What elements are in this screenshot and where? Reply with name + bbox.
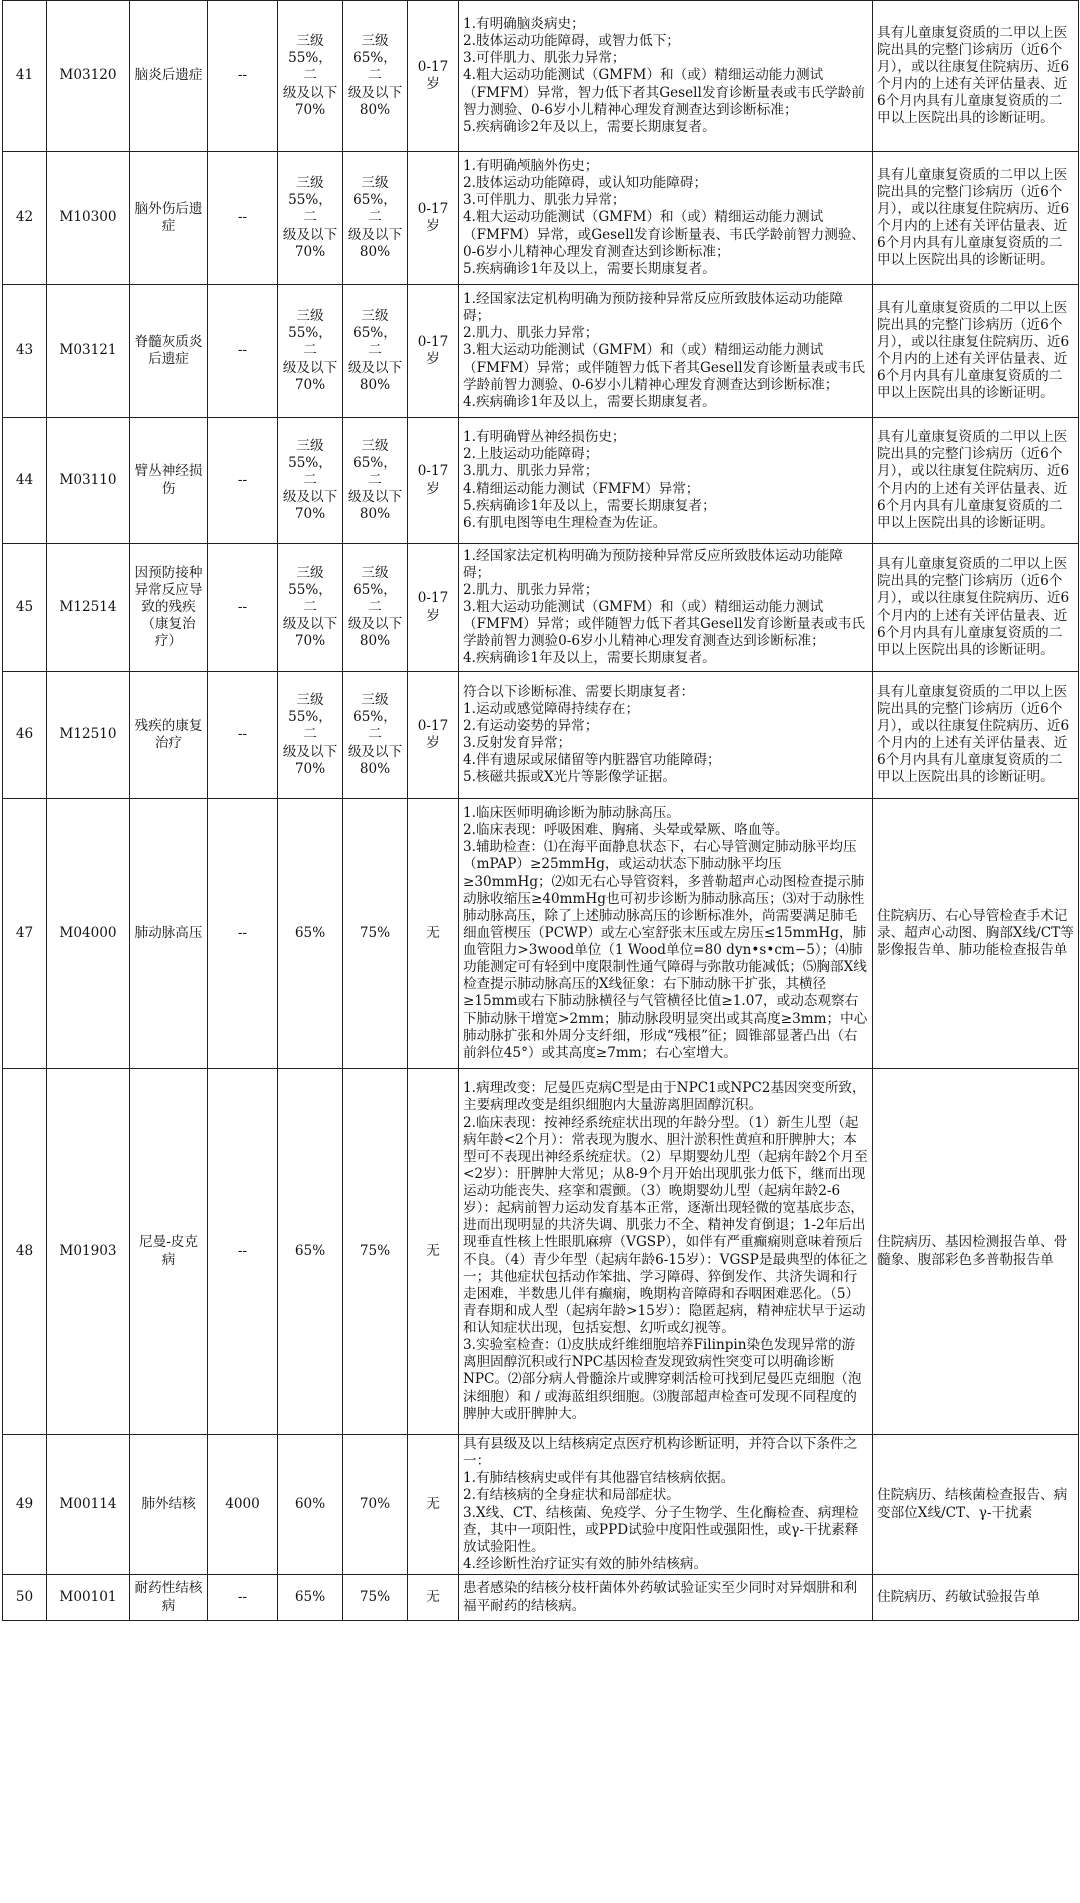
age-limit-cell: 无	[408, 799, 459, 1069]
required-materials-cell: 住院病历、药敏试验报告单	[873, 1575, 1079, 1621]
disease-name-cell: 尼曼-皮克病	[130, 1069, 208, 1435]
table-row	[3, 1575, 1079, 1621]
required-materials-cell: 具有儿童康复资质的二甲以上医院出具的完整门诊病历（近6个月），或以往康复住院病历、近6个月内的上述有关评估量表、近6个月内具有儿童康复资质的二甲以上医院出具的诊断证明。	[873, 285, 1079, 418]
reimbursement-ratio-alt-cell: 三级 65%，二 级及以下 80%	[343, 285, 408, 418]
reimbursement-ratio-cell: 三级 55%，二 级及以下 70%	[278, 672, 343, 799]
required-materials-cell: 具有儿童康复资质的二甲以上医院出具的完整门诊病历（近6个月），或以往康复住院病历、近6个月内的上述有关评估量表、近6个月内具有儿童康复资质的二甲以上医院出具的诊断证明。	[873, 672, 1079, 799]
row-number-cell: 43	[3, 285, 47, 418]
row-number-cell: 45	[3, 544, 47, 672]
row-number-cell: 46	[3, 672, 47, 799]
reimbursement-ratio-alt-cell: 三级 65%，二 级及以下 80%	[343, 418, 408, 544]
disease-name-cell: 耐药性结核病	[130, 1575, 208, 1621]
row-number-cell: 50	[3, 1575, 47, 1621]
age-limit-cell: 0-17岁	[408, 152, 459, 285]
disease-name-cell: 肺动脉高压	[130, 799, 208, 1069]
table-row	[3, 1, 1079, 152]
reimbursement-ratio-alt-cell: 三级 65%，二 级及以下 80%	[343, 1, 408, 152]
payment-limit-cell: --	[208, 1069, 278, 1435]
required-materials-cell: 具有儿童康复资质的二甲以上医院出具的完整门诊病历（近6个月），或以往康复住院病历、近6个月内的上述有关评估量表、近6个月内具有儿童康复资质的二甲以上医院出具的诊断证明。	[873, 152, 1079, 285]
diagnosis-criteria-cell: 1.临床医师明确诊断为肺动脉高压。 2.临床表现：呼吸困难、胸痛、头晕或晕厥、咯血等。 3.辅助检查：⑴在海平面静息状态下，右心导管测定肺动脉平均压（mPAP）≥25mmHg，或运动状态下肺动脉平均压≥30mmHg；⑵如无右心导管资料，多普勒超声心动图检查提示肺动脉收缩压≥40mmHg也可初步诊断为肺动脉高压；⑶对于动脉性肺动脉高压，除了上述肺动脉高压的诊断标准外，尚需要满足肺毛细血管楔压（PCWP）或左心室舒张末压或左房压≤15mmHg，肺血管阻力>3wood单位（1 Wood单位=80 dyn•s•cm−5）；⑷肺功能测定可有轻到中度限制性通气障碍与弥散功能减低；⑸胸部X线检查提示肺动脉高压的X线征象：右下肺动脉干扩张，其横径≥15mm或右下肺动脉横径与气管横径比值≥1.07，或动态观察右下肺动脉干增宽>2mm；肺动脉段明显突出或其高度≥3mm；中心肺动脉扩张和外周分支纤细，形成“残根”征；圆锥部显著凸出（右前斜位45°）或其高度≥7mm；右心室增大。	[459, 799, 873, 1069]
reimbursement-ratio-cell: 三级 55%，二 级及以下 70%	[278, 418, 343, 544]
table-body	[3, 1, 1079, 1621]
row-number-cell: 42	[3, 152, 47, 285]
required-materials-cell: 住院病历、基因检测报告单、骨髓象、腹部彩色多普勒报告单	[873, 1069, 1079, 1435]
payment-limit-cell: --	[208, 672, 278, 799]
diagnosis-criteria-cell: 1.有明确脑炎病史； 2.肢体运动功能障碍，或智力低下； 3.可伴肌力、肌张力异常； 4.粗大运动功能测试（GMFM）和（或）精细运动能力测试（FMFM）异常，智力低下者其Gesell发育诊断量表或韦氏学龄前智力测验、0-6岁小儿精神心理发育测查达到诊断标准； 5.疾病确诊2年及以上，需要长期康复者。	[459, 1, 873, 152]
reimbursement-ratio-alt-cell: 三级 65%，二 级及以下 80%	[343, 152, 408, 285]
disease-name-cell: 脑炎后遗症	[130, 1, 208, 152]
table-row	[3, 152, 1079, 285]
diagnosis-criteria-cell: 患者感染的结核分枝杆菌体外药敏试验证实至少同时对异烟肼和利福平耐药的结核病。	[459, 1575, 873, 1621]
disease-code-cell: M01903	[47, 1069, 130, 1435]
payment-limit-cell: --	[208, 1575, 278, 1621]
diagnosis-criteria-cell: 1.病理改变：尼曼匹克病C型是由于NPC1或NPC2基因突变所致，主要病理改变是组织细胞内大量游离胆固醇沉积。 2.临床表现：按神经系统症状出现的年龄分型。（1）新生儿型（起病年龄<2个月）：常表现为腹水、胆汁淤积性黄疸和肝脾肿大；本型可不表现出神经系统症状。（2）早期婴幼儿型（起病年龄2个月至<2岁）：肝脾肿大常见；从8-9个月开始出现肌张力低下，继而出现运动功能丧失、痉挛和震颤。（3）晚期婴幼儿型（起病年龄2-6岁）：起病前智力运动发育基本正常，逐渐出现轻微的宽基底步态，进而出现明显的共济失调、肌张力不全、精神发育倒退；1-2年后出现垂直性核上性眼肌麻痹（VGSP），如伴有严重癫痫则意味着预后不良。（4）青少年型（起病年龄6-15岁）：VGSP是最典型的体征之一；其他症状包括动作笨拙、学习障碍、猝倒发作、共济失调和行走困难，半数患儿伴有癫痫，晚期构音障碍和吞咽困难恶化。（5）青春期和成人型（起病年龄>15岁）：隐匿起病，精神症状早于运动和认知症状出现，包括妄想、幻听或幻视等。 3.实验室检查：⑴皮肤成纤维细胞培养Filinpin染色发现异常的游离胆固醇沉积或行NPC基因检查发现致病性突变可以明确诊断NPC。⑵部分病人骨髓涂片或脾穿刺活检可找到尼曼匹克细胞（泡沫细胞）和 / 或海蓝组织细胞。⑶腹部超声检查可发现不同程度的脾肿大或肝脾肿大。	[459, 1069, 873, 1435]
disease-name-cell: 臂丛神经损伤	[130, 418, 208, 544]
diagnosis-criteria-cell: 1.有明确颅脑外伤史； 2.肢体运动功能障碍，或认知功能障碍； 3.可伴肌力、肌张力异常； 4.粗大运动功能测试（GMFM）和（或）精细运动能力测试（FMFM）异常，或Gesell发育诊断量表、韦氏学龄前智力测验、0-6岁小儿精神心理发育测查达到诊断标准； 5.疾病确诊1年及以上，需要长期康复者。	[459, 152, 873, 285]
disease-name-cell: 残疾的康复治疗	[130, 672, 208, 799]
diagnosis-criteria-cell: 1.经国家法定机构明确为预防接种异常反应所致肢体运动功能障碍； 2.肌力、肌张力异常； 3.粗大运动功能测试（GMFM）和（或）精细运动能力测试（FMFM）异常；或伴随智力低下者其Gesell发育诊断量表或韦氏学龄前智力测验0-6岁小儿精神心理发育测查达到诊断标准； 4.疾病确诊1年及以上，需要长期康复者。	[459, 544, 873, 672]
age-limit-cell: 无	[408, 1575, 459, 1621]
age-limit-cell: 0-17岁	[408, 544, 459, 672]
age-limit-cell: 0-17岁	[408, 1, 459, 152]
row-number-cell: 49	[3, 1435, 47, 1575]
disease-name-cell: 因预防接种异常反应导致的残疾（康复治疗）	[130, 544, 208, 672]
disease-code-cell: M03120	[47, 1, 130, 152]
disease-code-cell: M03110	[47, 418, 130, 544]
required-materials-cell: 住院病历、右心导管检查手术记录、超声心动图、胸部X线/CT等影像报告单、肺功能检查报告单	[873, 799, 1079, 1069]
payment-limit-cell: 4000	[208, 1435, 278, 1575]
diagnosis-criteria-cell: 1.经国家法定机构明确为预防接种异常反应所致肢体运动功能障碍； 2.肌力、肌张力异常； 3.粗大运动功能测试（GMFM）和（或）精细运动能力测试（FMFM）异常；或伴随智力低下者其Gesell发育诊断量表或韦氏学龄前智力测验、0-6岁小儿精神心理发育测查达到诊断标准； 4.疾病确诊1年及以上，需要长期康复者。	[459, 285, 873, 418]
payment-limit-cell: --	[208, 544, 278, 672]
age-limit-cell: 0-17岁	[408, 672, 459, 799]
payment-limit-cell: --	[208, 799, 278, 1069]
reimbursement-ratio-alt-cell: 75%	[343, 1069, 408, 1435]
reimbursement-ratio-cell: 三级 55%，二 级及以下 70%	[278, 544, 343, 672]
diagnosis-criteria-cell: 1.有明确臂丛神经损伤史； 2.上肢运动功能障碍； 3.肌力、肌张力异常； 4.精细运动能力测试（FMFM）异常； 5.疾病确诊1年及以上，需要长期康复者； 6.有肌电图等电生理检查为佐证。	[459, 418, 873, 544]
required-materials-cell: 具有儿童康复资质的二甲以上医院出具的完整门诊病历（近6个月），或以往康复住院病历、近6个月内的上述有关评估量表、近6个月内具有儿童康复资质的二甲以上医院出具的诊断证明。	[873, 418, 1079, 544]
reimbursement-ratio-alt-cell: 75%	[343, 799, 408, 1069]
age-limit-cell: 无	[408, 1069, 459, 1435]
age-limit-cell: 0-17岁	[408, 285, 459, 418]
reimbursement-ratio-cell: 65%	[278, 1069, 343, 1435]
row-number-cell: 44	[3, 418, 47, 544]
payment-limit-cell: --	[208, 418, 278, 544]
age-limit-cell: 无	[408, 1435, 459, 1575]
table-row	[3, 1435, 1079, 1575]
reimbursement-ratio-cell: 三级 55%，二 级及以下 70%	[278, 152, 343, 285]
required-materials-cell: 住院病历、结核菌检查报告、病变部位X线/CT、γ-干扰素	[873, 1435, 1079, 1575]
reimbursement-ratio-cell: 三级 55%，二 级及以下 70%	[278, 1, 343, 152]
disease-code-cell: M04000	[47, 799, 130, 1069]
disease-code-cell: M12510	[47, 672, 130, 799]
table-row	[3, 799, 1079, 1069]
reimbursement-ratio-alt-cell: 70%	[343, 1435, 408, 1575]
disease-name-cell: 脑外伤后遗症	[130, 152, 208, 285]
reimbursement-ratio-alt-cell: 三级 65%，二 级及以下 80%	[343, 544, 408, 672]
required-materials-cell: 具有儿童康复资质的二甲以上医院出具的完整门诊病历（近6个月），或以往康复住院病历、近6个月内的上述有关评估量表、近6个月内具有儿童康复资质的二甲以上医院出具的诊断证明。	[873, 544, 1079, 672]
payment-limit-cell: --	[208, 1, 278, 152]
table-row	[3, 285, 1079, 418]
disease-code-cell: M10300	[47, 152, 130, 285]
disease-code-cell: M00101	[47, 1575, 130, 1621]
required-materials-cell: 具有儿童康复资质的二甲以上医院出具的完整门诊病历（近6个月），或以往康复住院病历、近6个月内的上述有关评估量表、近6个月内具有儿童康复资质的二甲以上医院出具的诊断证明。	[873, 1, 1079, 152]
reimbursement-ratio-alt-cell: 三级 65%，二 级及以下 80%	[343, 672, 408, 799]
table-row	[3, 544, 1079, 672]
payment-limit-cell: --	[208, 152, 278, 285]
row-number-cell: 47	[3, 799, 47, 1069]
disease-code-cell: M00114	[47, 1435, 130, 1575]
row-number-cell: 41	[3, 1, 47, 152]
disease-code-cell: M12514	[47, 544, 130, 672]
table-row	[3, 418, 1079, 544]
disease-name-cell: 肺外结核	[130, 1435, 208, 1575]
payment-limit-cell: --	[208, 285, 278, 418]
disease-code-cell: M03121	[47, 285, 130, 418]
table-row	[3, 672, 1079, 799]
reimbursement-ratio-cell: 65%	[278, 1575, 343, 1621]
reimbursement-ratio-cell: 三级 55%，二 级及以下 70%	[278, 285, 343, 418]
age-limit-cell: 0-17岁	[408, 418, 459, 544]
disease-name-cell: 脊髓灰质炎后遗症	[130, 285, 208, 418]
diagnosis-criteria-cell: 符合以下诊断标准、需要长期康复者： 1.运动或感觉障碍持续存在； 2.有运动姿势的异常； 3.反射发育异常； 4.伴有遗尿或尿储留等内脏器官功能障碍； 5.核磁共振或X光片等影像学证据。	[459, 672, 873, 799]
table-row	[3, 1069, 1079, 1435]
row-number-cell: 48	[3, 1069, 47, 1435]
disease-criteria-table	[2, 0, 1079, 1621]
reimbursement-ratio-cell: 60%	[278, 1435, 343, 1575]
diagnosis-criteria-cell: 具有县级及以上结核病定点医疗机构诊断证明，并符合以下条件之一： 1.有肺结核病史或伴有其他器官结核病依据。 2.有结核病的全身症状和局部症状。 3.X线、CT、结核菌、免疫学、分子生物学、生化酶检查、病理检查，其中一项阳性，或PPD试验中度阳性或强阳性，或γ-干扰素释放试验阳性。 4.经诊断性治疗证实有效的肺外结核病。	[459, 1435, 873, 1575]
reimbursement-ratio-cell: 65%	[278, 799, 343, 1069]
reimbursement-ratio-alt-cell: 75%	[343, 1575, 408, 1621]
